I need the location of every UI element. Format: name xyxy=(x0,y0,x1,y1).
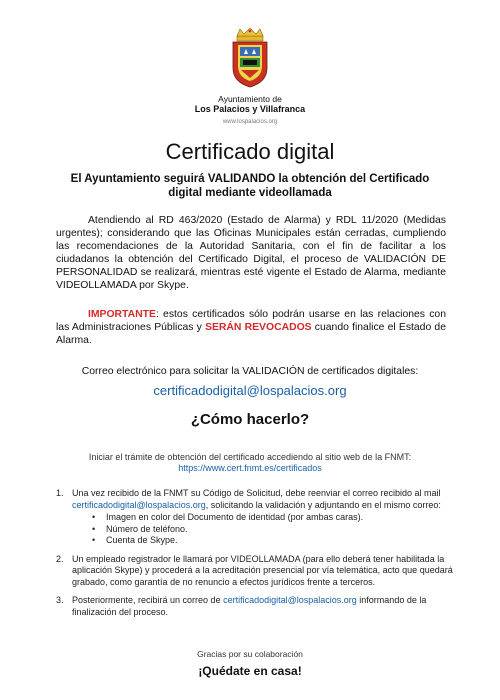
page-title: Certificado digital xyxy=(165,139,335,164)
important-text-1: : estos certificados sólo podrán usarse en las relaciones con las Administraciones Públicas y xyxy=(56,309,446,333)
contact-email-link[interactable]: certificadodigital@lospalacios.org xyxy=(153,383,347,398)
steps-list xyxy=(56,488,456,625)
step-email-link[interactable]: certificadodigital@lospalacios.org xyxy=(72,499,206,510)
email-intro: Correo electrónico para solicitar la VALIDACIÓN de certificados digitales: xyxy=(81,366,419,377)
list-item: • Número de teléfono. xyxy=(92,524,456,536)
step-3 xyxy=(56,595,456,618)
how-to-heading: ¿Cómo hacerlo? xyxy=(190,411,310,428)
start-text: Iniciar el trámite de obtención del certificado accediendo al sitio web de la FNMT: xyxy=(88,452,412,462)
step-text: Una vez recibido de la FNMT su Código de Solicitud, debe reenviar el correo recibido al mail xyxy=(72,488,441,498)
step-2 xyxy=(56,554,456,589)
list-item: • Cuenta de Skype. xyxy=(92,535,456,547)
coat-of-arms-icon xyxy=(229,28,271,88)
step-email-link[interactable]: certificadodigital@lospalacios.org xyxy=(223,595,357,605)
step-number: 1. xyxy=(56,488,64,498)
requirements-list xyxy=(72,512,456,547)
start-instructions xyxy=(40,452,460,474)
step-text: Posteriormente, recibirá un correo de xyxy=(72,595,224,605)
step-number: 2. xyxy=(56,553,64,564)
step-text: informando de la finalización del proceso. xyxy=(72,595,427,617)
thanks-note: Gracias por su colaboración xyxy=(197,649,303,659)
revoked-label: SERÁN REVOCADOS xyxy=(205,322,312,333)
org-line-1: Ayuntamiento de xyxy=(218,94,282,104)
step-number: 3. xyxy=(56,595,64,605)
step-text: , solicitando la validación y adjuntando en el mismo correo: xyxy=(205,499,441,510)
org-website[interactable]: www.lospalacios.org xyxy=(222,119,278,125)
fnmt-link[interactable]: https://www.cert.fnmt.es/certificados xyxy=(178,463,322,473)
page-subtitle: El Ayuntamiento seguirá VALIDANDO la obtención del Certificado digital mediante videollamada xyxy=(70,173,430,199)
intro-paragraph: Atendiendo al RD 463/2020 (Estado de Alarma) y RDL 11/2020 (Medidas urgentes); considerando que las Oficinas Municipales están cerradas, cumpliendo las recomendaciones de la Autoridad Sanitaria, con el fin de facilitar a los ciudadanos la obtención del Certificado Digital, el proceso de VALIDACIÓN DE PERSONALIDAD se realizará, mientras esté vigente el Estado de Alarma, mediante VIDEOLLAMADA por Skype. xyxy=(56,215,446,291)
important-label: IMPORTANTE xyxy=(88,309,156,320)
org-name: Los Palacios y Villafranca xyxy=(194,104,306,114)
stay-home-slogan: ¡Quédate en casa! xyxy=(198,664,302,678)
step-1 xyxy=(56,488,456,547)
important-paragraph xyxy=(56,308,446,347)
important-text-2: cuando finalice el Estado de Alarma. xyxy=(56,322,446,346)
list-item: • Imagen en color del Documento de identidad (por ambas caras). xyxy=(92,512,456,524)
step-text: Un empleado registrador le llamará por VIDEOLLAMADA (para ello deberá tener habilitada la aplicación Skype) y procederá a la acreditación presencial por vía telemática, acto que quedará grabado, como garantía de no renuncio a efectos jurídicos frente a terceros. xyxy=(72,553,453,587)
